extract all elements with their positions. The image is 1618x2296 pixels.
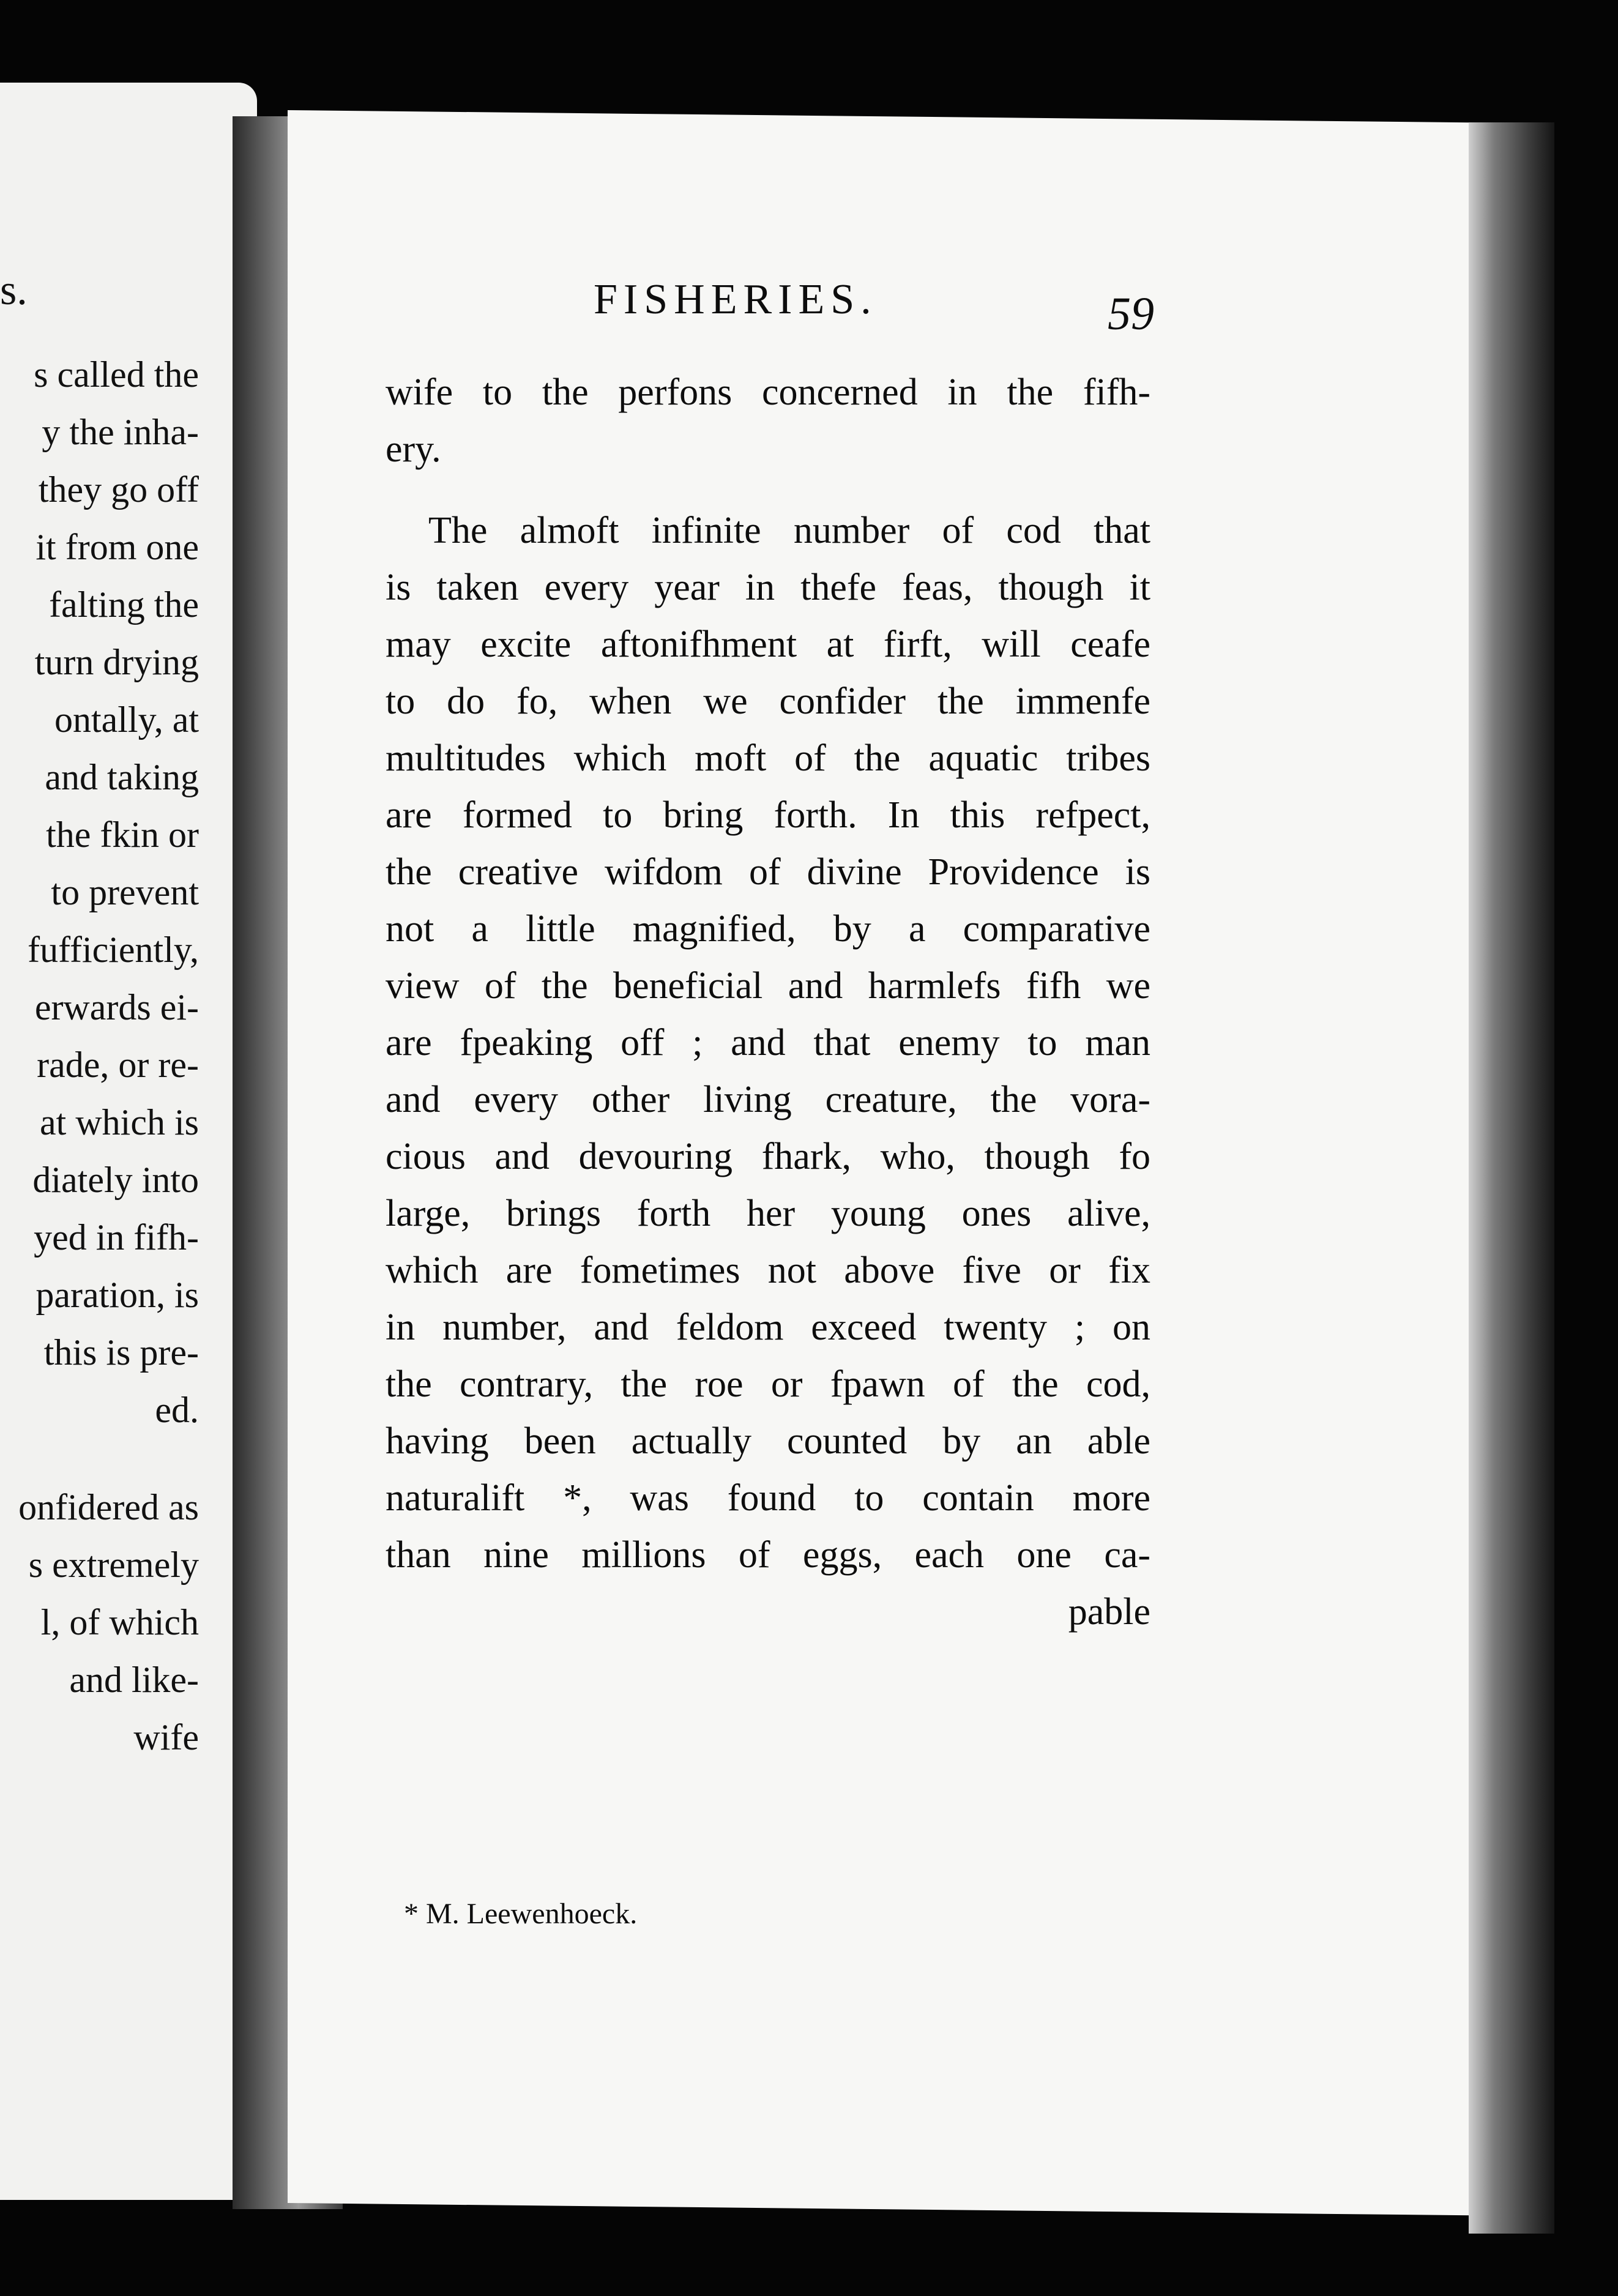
left-page-text <box>0 346 199 1766</box>
text-line: which are fometimes not above five or fix <box>386 1250 1150 1291</box>
text-line: are formed to bring forth. In this refpect, <box>386 794 1150 836</box>
text-line: is taken every year in thefe feas, though it <box>386 567 1150 608</box>
left-line: turn drying <box>34 642 199 682</box>
text-line: multitudes which moft of the aquatic tribes <box>386 737 1150 779</box>
left-line: yed in fifh- <box>34 1217 199 1258</box>
left-line: and like- <box>69 1660 199 1700</box>
left-line: wife <box>133 1717 199 1757</box>
text-line: not a little magnified, by a comparative <box>386 908 1150 950</box>
footnote: * M. Leewenhoeck. <box>404 1898 638 1930</box>
left-page-header-fragment: s. <box>0 267 28 314</box>
paragraph-break <box>386 478 1150 502</box>
left-line: fufficiently, <box>28 930 199 970</box>
text-line: to do fo, when we confider the immenfe <box>386 680 1150 722</box>
left-line: s called the <box>34 354 199 395</box>
text-line: than nine millions of eggs, each one ca- <box>386 1534 1150 1576</box>
left-line: diately into <box>32 1160 199 1200</box>
left-line: ed. <box>155 1390 199 1430</box>
text-line: having been actually counted by an able <box>386 1420 1150 1462</box>
left-line: y the inha- <box>42 412 199 452</box>
left-line: at which is <box>40 1102 199 1142</box>
text-line: in number, and feldom exceed twenty ; on <box>386 1306 1150 1348</box>
left-line: paration, is <box>35 1275 199 1315</box>
text-line: wife to the perfons concerned in the fifh- <box>386 371 1150 413</box>
left-line: it from one <box>35 527 199 567</box>
left-line: erwards ei- <box>34 987 199 1027</box>
running-head: FISHERIES. <box>594 276 878 323</box>
left-line: s extremely <box>28 1545 199 1585</box>
text-line: cious and devouring fhark, who, though fo <box>386 1136 1150 1177</box>
text-line: ery. <box>386 428 441 470</box>
left-line: they go off <box>38 469 199 510</box>
text-line: The almoft infinite number of cod that <box>428 510 1150 551</box>
left-line: to prevent <box>51 872 199 912</box>
text-line: and every other living creature, the vora- <box>386 1079 1150 1120</box>
text-line: the contrary, the roe or fpawn of the cod, <box>386 1363 1150 1405</box>
page-number: 59 <box>1108 288 1154 340</box>
text-line: view of the beneficial and harmlefs fifh we <box>386 965 1150 1007</box>
left-line: and taking <box>45 757 199 797</box>
left-line: falting the <box>49 584 199 625</box>
left-line: onfidered as <box>18 1487 199 1527</box>
left-line: rade, or re- <box>37 1045 199 1085</box>
text-line: large, brings forth her young ones alive, <box>386 1193 1150 1234</box>
left-line: l, of which <box>40 1602 199 1642</box>
body-text <box>386 364 1150 1641</box>
text-line: naturalift *, was found to contain more <box>386 1477 1150 1519</box>
left-line: the fkin or <box>46 814 199 855</box>
catchword: pable <box>1068 1591 1150 1633</box>
text-line: may excite aftonifhment at firft, will ceafe <box>386 624 1150 665</box>
page-edge-shadow <box>1469 122 1554 2234</box>
text-line: the creative wifdom of divine Providence is <box>386 851 1150 893</box>
left-page <box>0 83 257 2200</box>
left-line: ontally, at <box>54 699 199 740</box>
left-line: this is pre- <box>43 1332 199 1373</box>
text-line: are fpeaking off ; and that enemy to man <box>386 1022 1150 1064</box>
